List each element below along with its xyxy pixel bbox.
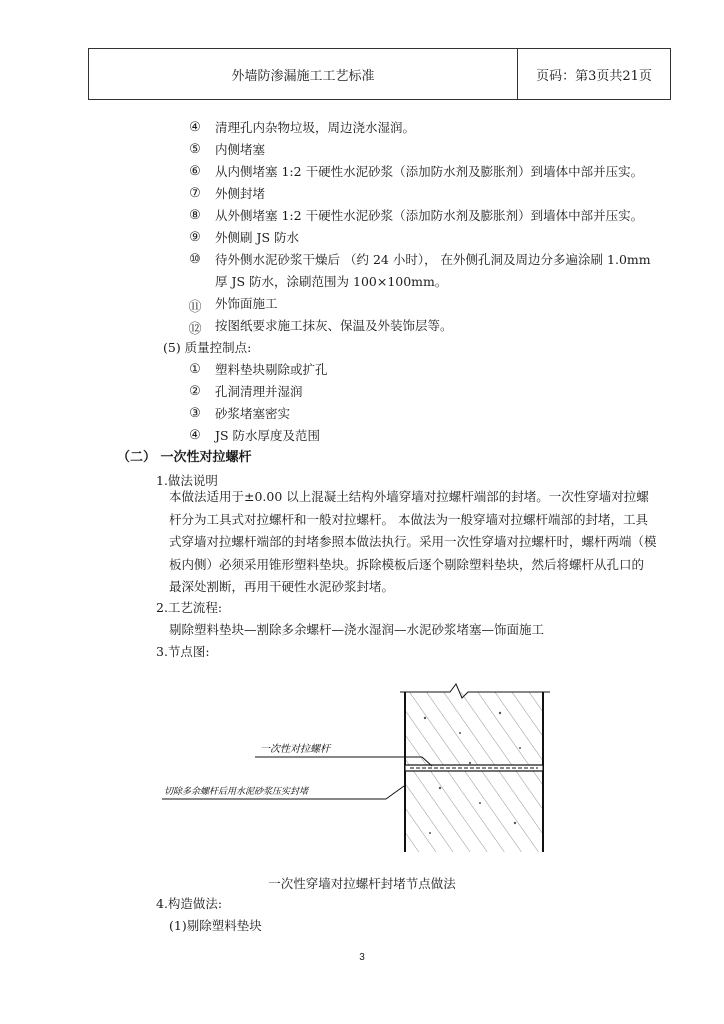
step-text: 清理孔内杂物垃圾，周边浇水湿润。 <box>215 120 416 135</box>
method-line: 式穿墙对拉螺杆端部的封堵参照本做法执行。采用一次性穿墙对拉螺杆时，螺杆两端（模 <box>169 534 657 549</box>
step-number: ⑤ <box>189 142 201 157</box>
step-text: 按图纸要求施工抹灰、保温及外装饰层等。 <box>215 318 453 333</box>
method-line: 杆分为工具式对拉螺杆和一般对拉螺杆。 本做法为一般穿墙对拉螺杆端部的封堵，工具 <box>169 511 648 527</box>
document-title: 外墙防渗漏施工工艺标准 <box>89 49 518 99</box>
step-number: ⑫ <box>188 322 202 337</box>
step-text: 从内侧堵塞 1:2 干硬性水泥砂浆（添加防水剂及膨胀剂）到墙体中部并压实。 <box>215 164 644 179</box>
step-text-continued: 厚 JS 防水，涂刷范围为 100×100mm。 <box>215 274 448 289</box>
quality-item: 孔洞清理并湿润 <box>215 384 303 399</box>
method-heading: 1.做法说明 <box>156 473 218 488</box>
construct-item: (1)剔除塑料垫块 <box>169 918 262 933</box>
figure-caption: 一次性穿墙对拉螺杆封堵节点做法 <box>268 876 456 891</box>
page-number: 3 <box>359 952 365 963</box>
page-info: 页码：第3页共21页 <box>536 68 652 84</box>
leader-line-mortar-tip <box>386 786 404 799</box>
method-line: 板内侧）必须采用锥形塑料垫块。拆除模板后逐个剔除塑料垫块，然后将螺杆从孔口的 <box>169 556 645 572</box>
method-line: 最深处割断，再用干硬性水泥砂浆封堵。 <box>169 579 395 594</box>
step-number: ⑪ <box>188 300 202 315</box>
quality-number: ③ <box>189 406 201 421</box>
step-text: 内侧堵塞 <box>215 142 266 157</box>
page-header <box>88 48 671 100</box>
method-line: 本做法适用于±0.00 以上混凝土结构外墙穿墙对拉螺杆端部的封堵。一次性穿墙对拉螺 <box>169 489 649 504</box>
step-number: ④ <box>189 120 201 135</box>
step-number: ⑨ <box>189 230 201 245</box>
step-text: 外侧封堵 <box>215 186 266 201</box>
step-number: ⑥ <box>189 164 201 179</box>
method-paragraph <box>169 486 659 599</box>
quality-item: JS 防水厚度及范围 <box>215 428 321 443</box>
label-mortar: 切除多余螺杆后用水泥砂浆压实封堵 <box>164 787 309 797</box>
construct-heading: 4.构造做法: <box>156 896 223 911</box>
quality-number: ④ <box>189 428 201 443</box>
step-text: 从外侧堵塞 1:2 干硬性水泥砂浆（添加防水剂及膨胀剂）到墙体中部并压实。 <box>215 208 644 223</box>
quality-number: ① <box>189 362 201 377</box>
step-number: ⑩ <box>189 252 201 267</box>
section-title: （二） 一次性对拉螺杆 <box>117 450 252 465</box>
step-text: 外侧刷 JS 防水 <box>215 230 300 245</box>
process-text: 剔除塑料垫块—割除多余螺杆—浇水湿润—水泥砂浆堵塞—饰面施工 <box>169 622 545 637</box>
quality-number: ② <box>189 384 201 399</box>
concrete-wall <box>405 692 543 852</box>
node-diagram <box>160 678 560 858</box>
step-text: 外饰面施工 <box>215 296 278 311</box>
step-number: ⑦ <box>189 186 201 201</box>
label-rod: 一次性对拉螺杆 <box>260 744 330 755</box>
step-text: 待外侧水泥砂浆干燥后 （约 24 小时）， 在外侧孔洞及周边分多遍涂刷 1.0mm <box>215 252 651 267</box>
quality-heading: (5) 质量控制点: <box>163 340 252 355</box>
process-heading: 2.工艺流程: <box>156 600 223 615</box>
quality-item: 砂浆堵塞密实 <box>215 406 291 421</box>
step-number: ⑧ <box>189 208 201 223</box>
node-heading: 3.节点图: <box>156 644 210 659</box>
quality-item: 塑料垫块剔除或扩孔 <box>215 362 328 377</box>
